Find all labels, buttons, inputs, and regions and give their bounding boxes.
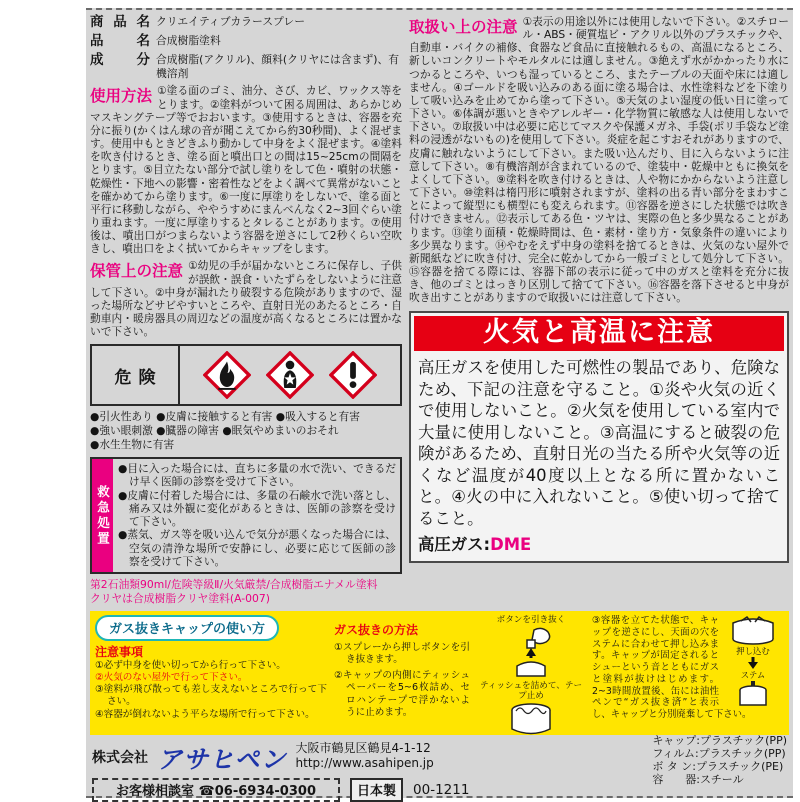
- label-footer: [90, 734, 789, 800]
- item-name-value: 合成樹脂塗料: [156, 34, 221, 48]
- ghs-flame-icon: [203, 351, 251, 399]
- left-column: [90, 13, 402, 605]
- tissue-cap-illustration-icon: [505, 701, 557, 737]
- product-name-row: [90, 13, 402, 31]
- materials-list: [652, 735, 787, 787]
- usage-text: ①塗る面のゴミ、油分、さび、カビ、ワックス等をとります。②塗料がついて困る周囲は、あらかじめマスキングテープ等でおおいます。③使用するときは、容器を充分に振り(かくはん球の音が聞こえてから約30秒間)、よく混ぜます。使用中もときどきふり動かして中身をよく混ぜます。④塗料を吹き付けるとき、塗る面と噴出口との間は15~25cmの間隔をとります。⑤目立たない部分で試し塗りをして色・噴射の状態・乾燥性・下地への影響・密着性などをよく調べて異常がないことを確かめてから塗ります。⑥一度に厚塗りをしないで、塗る面と平行に移動しながら、ややうすめにまんべんなく2~3回ぐらい塗り重ねます。一度に厚塗りするとタレることがあります。⑦使用後は、噴出口がつまらないよう容器を逆さにして2秒くらい空吹きし、噴出口をよく拭いてからキャップをします。: [90, 84, 402, 256]
- first-aid-items: [113, 459, 400, 572]
- ingredients-row: [90, 51, 402, 80]
- gas-cap-step3-column: [592, 615, 784, 731]
- precaution-item: ②火気のない屋外で行って下さい。: [95, 672, 248, 684]
- method-step: ①スプレーから押しボタンを引き抜きます。: [334, 642, 470, 666]
- item-name-label: 品 名: [90, 33, 150, 50]
- ingredients-label: 成 分: [90, 52, 150, 69]
- product-code: 00-1211: [413, 782, 470, 799]
- classification-line: クリヤは合成樹脂クリヤ塗料(A-007): [90, 591, 271, 605]
- precaution-item: ③塗料が飛び散っても差し支えないところで行って下さい。: [95, 684, 327, 708]
- stem-caption: ステム: [740, 669, 766, 680]
- fire-warning-body: 高圧ガスを使用した可燃性の製品であり、危険なため、下記の注意を守ること。①炎や火気の近くで使用しないこと。②火気を使用している室内で大量に使用しないこと。③高温にすると破裂の危険があるため、直射日光の当たる所や火気等の近くなど温度が40度以上となる所に置かないこと。④火の中に入れないこと。⑤使い切って捨てること。: [418, 358, 780, 528]
- ghs-exclamation-icon: [329, 351, 377, 399]
- tissue-caption: ティッシュを詰めて、テープ止め: [479, 680, 583, 702]
- spray-can-icon: [731, 680, 775, 706]
- item-name-row: [90, 32, 402, 50]
- push-cap-illustration: [722, 615, 784, 708]
- first-aid-box: [90, 457, 402, 574]
- handling-heading: 取扱い上の注意: [409, 18, 518, 36]
- material-line: キャップ:プラスチック(PP): [652, 734, 787, 748]
- pull-button-illustration-icon: [504, 626, 558, 678]
- ingredients-value: 合成樹脂(アクリル)、顔料(クリヤには含まず)、有機溶剤: [156, 53, 400, 80]
- product-header: [90, 13, 402, 80]
- storage-text: ①幼児の手が届かないところに保存し、子供が誤飲・誤食・いたずらをしないように注意して下さい。②中身が漏れたり破裂する危険がありますので、湿った場所などサビやすいところや、直射日光のあたるところ・自動車内・暖房器具の周辺などの温度が高くなるところには置かないで下さい。: [90, 259, 402, 339]
- customer-service-phone: ☎06-6934-0300: [198, 784, 316, 800]
- company-address: 大阪市鶴見区鶴見4-1-12: [295, 741, 431, 756]
- company-address-block: [296, 741, 434, 770]
- first-aid-item: ●目に入った場合には、直ちに多量の水で洗い、できるだけ早く医師の診察を受けて下さい。: [118, 462, 396, 489]
- method-step3-text: ③容器を立てた状態で、キャップを逆さにし、天面の穴をステムに合わせて押し込みます。キャップが固定されるとシューという音とともにガスと塗料が抜けはじめます。2~3時間放置後、缶には油性ペンで“ガス抜き済”と表示し、キャップと分別廃棄して下さい。: [592, 615, 752, 721]
- ghs-danger-box: [90, 344, 402, 406]
- material-line: ボ タ ン:プラスチック(PE): [652, 760, 784, 774]
- product-name-value: クリエイティブカラースプレー: [156, 15, 305, 28]
- gas-cap-method-column: [334, 615, 470, 731]
- storage-section: [90, 259, 402, 338]
- product-label: [86, 8, 793, 798]
- label-main: [90, 13, 789, 605]
- hazard-classification: [90, 578, 402, 605]
- precaution-item: ④容器が倒れないよう平らな場所で行って下さい。: [95, 708, 315, 720]
- push-arrow-icon: [743, 657, 763, 669]
- fire-warning-box: [409, 311, 789, 563]
- classification-line: 第2石油類90ml/危険等級Ⅱ/火気厳禁/合成樹脂エナメル塗料: [90, 578, 378, 592]
- handling-section: [409, 15, 789, 304]
- hazard-statements: [90, 410, 402, 452]
- company-prefix: 株式会社: [92, 750, 148, 767]
- customer-service-box: [92, 778, 340, 802]
- handling-text: ①表示の用途以外には使用しないで下さい。②スチロール・ABS・硬質塩ビ・アクリル以外のプラスチックや、自動車・バイクの補修、食器など食品に直接触れるもの、高温になるところ、新しいコンクリートやモルタルには適しません。③絶えず水がかかったり水につかるところや、いつも湿っているところ、またテーブルの天面や床には適しません。④ゴールドを吸い込みのある面に塗る場合は、水性塗料などを下塗りして吸い込みを止めてから塗って下さい。⑤天気のよい湿度の低い日に塗って下さい。⑥体調が悪いときやアレルギー・化学物質に敏感な人は使用しないで下さい。⑦取扱い中は必要に応じてマスクや保護メガネ、手袋(ポリ手袋など塗料の浸透がないもの)を使用して下さい。炎症を起こすおそれがありますので、皮膚に触れないようにして下さい。また吸い込んだり、目に入らないように注意して下さい。⑧有機溶剤が含まれているので、塗装中・乾燥中ともに換気をよくして下さい。⑨塗料を吹き付けるときは、人や物にかからないよう注意して下さい。⑩塗料は楕円形に噴射されますが、塗料の出る青い部分をまわすことによって縦型にも横型にも変えられます。⑪容器を逆さにした状態では吹き付けできません。⑫表示してある色・ツヤは、実際の色と多少異なることがあります。⑬塗り面積・乾燥時間は、色・素材・塗り方・気象条件の違いにより多少異なります。⑭やむをえず中身の塗料を捨てるときは、火気のない屋外で新聞紙などに吹き付け、完全に乾かしてから一般ゴミとして処分して下さい。⑮容器を捨てる際には、容器下部の表示に従って中のガスと塗料を充分に抜き、他のゴミとはっきり区別して捨てて下さい。⑯容器を落下させると中身が吹き出すことがありますので取扱いには注意して下さい。: [409, 15, 789, 305]
- ghs-pictograms: [180, 346, 400, 404]
- material-line: フィルム:プラスチック(PP): [652, 747, 786, 761]
- method-heading: ガス抜きの方法: [334, 623, 419, 638]
- precaution-item: ①必ず中身を使い切ってから行って下さい。: [95, 660, 286, 672]
- first-aid-item: ●蒸気、ガス等を吸い込んで気分が悪くなった場合には、空気の清浄な場所で安静にし、必要に応じて医師の診察を受けて下さい。: [118, 528, 396, 568]
- gas-cap-title: ガス抜きキャップの使い方: [95, 615, 279, 641]
- usage-heading: 使用方法: [90, 87, 153, 106]
- hazard-line: ●水生生物に有害: [90, 438, 175, 452]
- gas-release-cap-box: [90, 611, 789, 735]
- asahipen-logo: アサヒペン: [157, 745, 287, 775]
- propellant-line: [411, 531, 787, 561]
- company-website: http://www.asahipen.jp: [295, 755, 434, 770]
- ghs-health-hazard-icon: [266, 351, 314, 399]
- push-caption: 押し込む: [736, 646, 770, 657]
- propellant-label: 高圧ガス:: [418, 535, 491, 554]
- usage-section: [90, 84, 402, 255]
- danger-signal-word: 危険: [92, 346, 180, 404]
- inverted-cap-icon: [727, 615, 779, 645]
- product-name-label: 商 品 名: [90, 14, 150, 30]
- gas-cap-precautions-column: [95, 615, 327, 731]
- propellant-value: DME: [490, 535, 532, 554]
- material-line: 容 器:スチール: [652, 773, 744, 787]
- storage-heading: 保管上の注意: [90, 262, 184, 281]
- hazard-line: ●強い眼刺激 ●臓器の障害 ●眠気やめまいのおそれ: [90, 424, 339, 438]
- precautions-heading: 注意事項: [95, 645, 144, 660]
- made-in-badge: 日本製: [350, 778, 403, 802]
- right-column: [409, 13, 789, 605]
- method-step: ②キャップの内側にティッシュペーパーを5~6枚詰め、セロハンテープで浮かないように止めます。: [334, 670, 470, 718]
- pull-button-caption: ボタンを引き抜く: [496, 615, 566, 626]
- first-aid-heading: 救急処置: [92, 459, 113, 572]
- hazard-line: ●引火性あり ●皮膚に接触すると有害 ●吸入すると有害: [90, 410, 360, 424]
- customer-service-label: お客様相談室: [116, 784, 195, 800]
- gas-cap-illustrations-column: [477, 615, 585, 731]
- fire-warning-title: 火気と高温に注意: [414, 316, 784, 351]
- first-aid-item: ●皮膚に付着した場合には、多量の石鹸水で洗い落とし、痛み又は外観に変化があるときは、医師の診察を受けて下さい。: [118, 488, 396, 529]
